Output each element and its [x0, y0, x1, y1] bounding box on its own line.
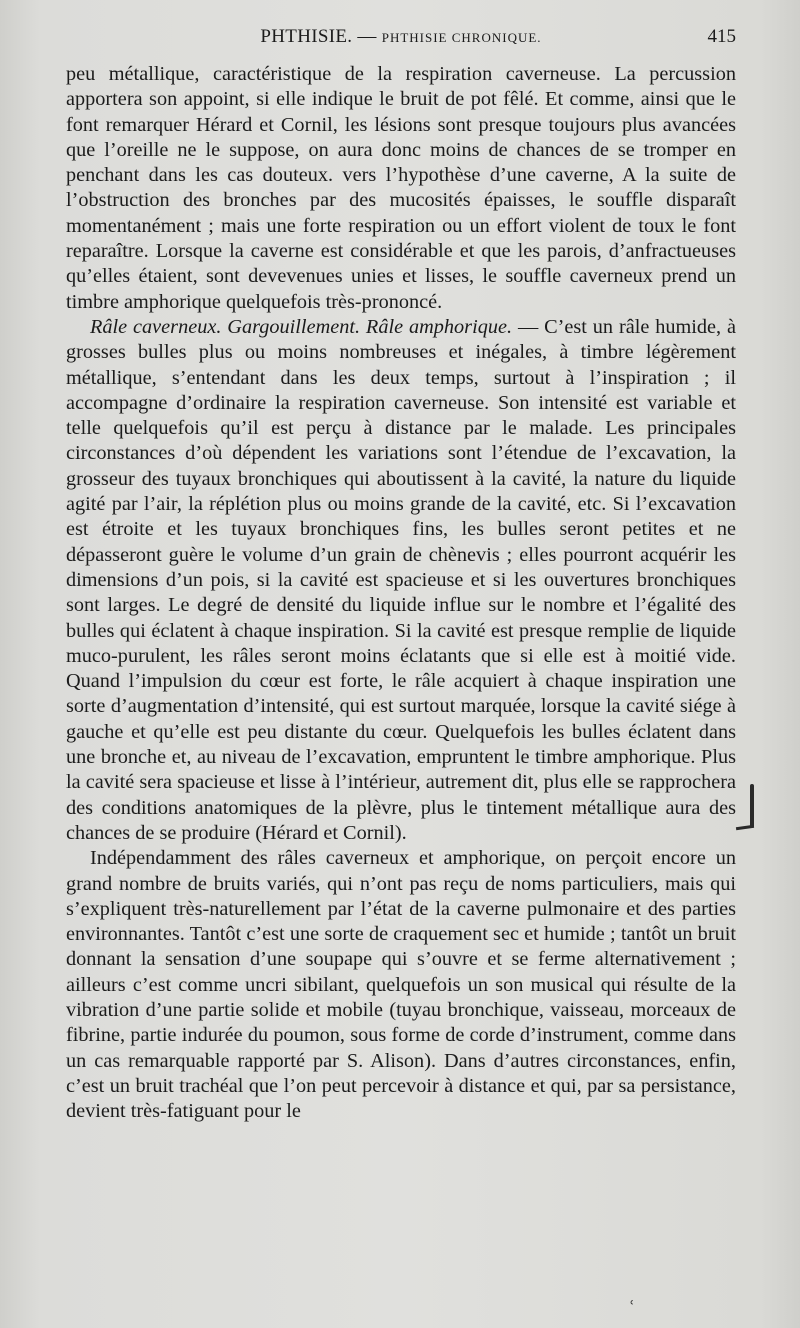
paragraph-2-heading: Râle caverneux. Gargouillement. Râle amphorique.	[90, 315, 513, 338]
margin-pencil-mark	[750, 784, 754, 828]
paragraph-1	[66, 62, 736, 315]
page-header	[66, 26, 736, 56]
paragraph-3	[66, 846, 736, 1124]
running-head	[66, 26, 736, 48]
paragraph-3-text: Indépendamment des râles caverneux et amphorique, on perçoit encore un grand nombre de bruits variés, qui n’ont pas reçu de noms particuliers, mais qui s’expliquent très-naturellement par l’état de la caverne pulmonaire et des parties environnantes. Tantôt c’est une sorte de craquement sec et humide ; tantôt un bruit donnant la sensation d’une soupape qui s’ouvre et se ferme alternativement ; ailleurs c’est comme uncri sibilant, quelquefois un son musical qui résulte de la vibration d’une partie solide et mobile (tuyau bronchique, vaisseau, morceaux de fibrine, partie indurée du poumon, sous forme de corde d’instrument, comme dans un cas remarquable rapporté par S. Alison). Dans d’autres circonstances, enfin, c’est un bruit trachéal que l’on peut percevoir à distance et qui, par sa persistance, devient très-fatiguant pour le	[66, 847, 736, 1123]
margin-pencil-hook	[736, 825, 754, 830]
body-text	[66, 62, 736, 1124]
paragraph-1-text: peu métallique, caractéristique de la respiration caverneuse. La percussion apportera son appoint, si elle indique le bruit de pot fêlé. Et comme, ainsi que le font remarquer Hérard et Cornil, les lésions sont presque toujours plus avancées que l’oreille ne le suppose, on aura donc moins de chances de se tromper en penchant dans les cas douteux. vers l’hypothèse d’une caverne, A la suite de l’obstruction des bronches par des mucosités épaisses, le souffle disparaît momentanément ; mais une forte respiration ou un effort violent de toux le font reparaître. Lorsque la caverne est considérable et que les parois, d’anfractueuses qu’elles étaient, sont devevenues unies et lisses, le souffle caverneux prend un timbre amphorique quelquefois très-prononcé.	[66, 63, 736, 313]
paragraph-2	[66, 315, 736, 846]
running-head-sub: PHTHISIE CHRONIQUE.	[381, 30, 542, 45]
running-head-main: PHTHISIE. —	[260, 26, 382, 47]
page-number: 415	[707, 26, 736, 47]
stray-ink-mark: ʿ	[628, 1296, 636, 1321]
paragraph-2-text: — C’est un râle humide, à grosses bulles plus ou moins nombreuses et inégales, à timbre légèrement métallique, s’entendant dans les deux temps, surtout à l’inspiration ; il accompagne d’ordinaire la respiration caverneuse. Son intensité est variable et telle quelquefois qu’il est perçu à distance par le malade. Les principales circonstances d’où dépendent les variations sont l’étendue de l’excavation, la grosseur des tuyaux bronchiques qui aboutissent à la cavité, la nature du liquide agité par l’air, la réplétion plus ou moins grande de la cavité, etc. Si l’excavation est étroite et les tuyaux bronchiques fins, les bulles seront petites et ne dépasseront guère le volume d’un grain de chènevis ; elles pourront acquérir les dimensions d’un pois, si la cavité est spacieuse et si les ouvertures bronchiques sont larges. Le degré de densité du liquide influe sur le nombre et l’égalité des bulles qui éclatent à chaque inspiration. Si la cavité est presque remplie de liquide muco-purulent, les râles seront moins éclatants que si elle est à moitié vide. Quand l’impulsion du cœur est forte, le râle acquiert à chaque inspiration une sorte d’augmentation d’intensité, qui est surtout marquée, lorsque la cavité siége à gauche et qu’elle est peu distante du cœur. Quelquefois les bulles éclatent dans une bronche et, au niveau de l’excavation, empruntent le timbre amphorique. Plus la cavité sera spacieuse et lisse à l’intérieur, autrement dit, plus elle se rapprochera des conditions anatomiques de la plèvre, plus le tintement métallique aura des chances de se produire (Hérard et Cornil).	[66, 315, 736, 844]
